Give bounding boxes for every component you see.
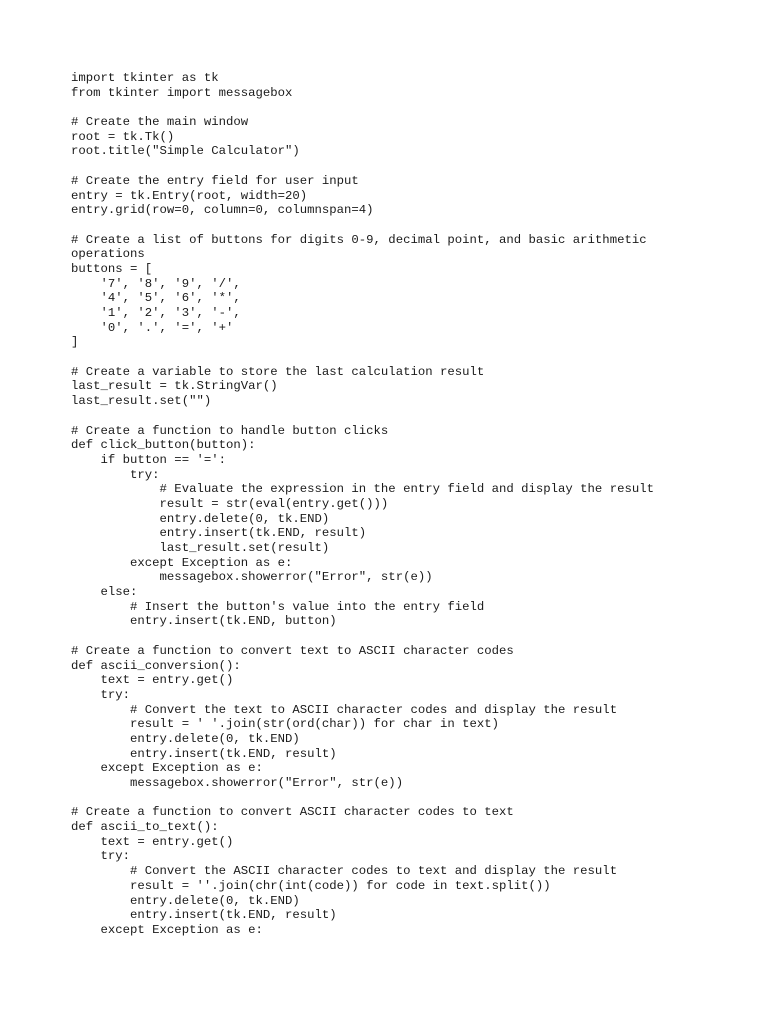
code-line: operations — [71, 247, 145, 262]
code-line: # Insert the button's value into the entry field — [71, 599, 485, 614]
code-line: try: — [71, 687, 131, 702]
code-line: '4', '5', '6', '*', — [71, 291, 241, 306]
code-line: try: — [71, 849, 131, 864]
code-line: if button == '=': — [71, 452, 226, 467]
code-line: ] — [71, 335, 79, 350]
code-line: # Convert the text to ASCII character codes and display the result — [71, 702, 618, 717]
code-line — [71, 350, 654, 365]
code-line: '0', '.', '=', '+' — [71, 320, 234, 335]
code-line: root = tk.Tk() — [71, 129, 175, 144]
code-line: entry.delete(0, tk.END) — [71, 731, 300, 746]
code-line: messagebox.showerror("Error", str(e)) — [71, 570, 433, 585]
code-line: # Convert the ASCII character codes to text and display the result — [71, 864, 618, 879]
code-line: '1', '2', '3', '-', — [71, 306, 241, 320]
code-line: def ascii_conversion(): — [71, 658, 241, 673]
code-line: # Create a variable to store the last calculation result — [71, 364, 485, 379]
code-line: # Create a function to handle button clicks — [71, 423, 389, 438]
code-line: entry.insert(tk.END, button) — [71, 614, 337, 629]
code-line — [71, 100, 654, 115]
code-line: entry.insert(tk.END, result) — [71, 908, 337, 923]
code-line: entry.delete(0, tk.END) — [71, 511, 330, 526]
code-line: last_result.set(result) — [71, 541, 330, 555]
code-line — [71, 159, 654, 174]
code-line: # Create the entry field for user input — [71, 173, 359, 188]
code-line: result = ' '.join(str(ord(char)) for char in text) — [71, 717, 500, 732]
code-line: result = str(eval(entry.get())) — [71, 496, 389, 511]
code-line: entry.grid(row=0, column=0, columnspan=4) — [71, 203, 374, 218]
code-line: entry = tk.Entry(root, width=20) — [71, 188, 308, 203]
code-line: text = entry.get() — [71, 834, 234, 849]
code-line: # Evaluate the expression in the entry field and display the result — [71, 482, 654, 497]
code-line: def click_button(button): — [71, 438, 256, 453]
code-line: except Exception as e: — [71, 555, 293, 570]
code-line: root.title("Simple Calculator") — [71, 144, 300, 159]
code-line: # Create a function to convert ASCII character codes to text — [71, 805, 514, 820]
code-line: # Create a function to convert text to ASCII character codes — [71, 643, 514, 658]
code-line: # Create the main window — [71, 115, 249, 130]
code-line: last_result = tk.StringVar() — [71, 379, 278, 394]
code-line: buttons = [ — [71, 261, 153, 276]
code-line — [71, 409, 654, 424]
code-line: text = entry.get() — [71, 673, 234, 688]
code-line: try: — [71, 467, 160, 482]
code-line: except Exception as e: — [71, 922, 263, 937]
code-line: entry.insert(tk.END, result) — [71, 526, 367, 541]
code-line: # Create a list of buttons for digits 0-9, decimal point, and basic arithmetic — [71, 232, 647, 247]
code-line: entry.delete(0, tk.END) — [71, 893, 300, 908]
code-listing — [71, 71, 654, 938]
code-line — [71, 629, 654, 644]
code-line: except Exception as e: — [71, 761, 263, 776]
code-line: result = ''.join(chr(int(code)) for code in text.split()) — [71, 878, 551, 893]
code-line: last_result.set("") — [71, 394, 212, 409]
code-line: from tkinter import messagebox — [71, 85, 293, 100]
code-line: else: — [71, 585, 138, 600]
code-line: messagebox.showerror("Error", str(e)) — [71, 776, 404, 790]
code-line: import tkinter as tk — [71, 71, 219, 85]
code-line — [71, 218, 654, 233]
code-line: def ascii_to_text(): — [71, 820, 219, 835]
code-line — [71, 791, 654, 806]
code-line: '7', '8', '9', '/', — [71, 276, 241, 291]
code-line: entry.insert(tk.END, result) — [71, 746, 337, 761]
